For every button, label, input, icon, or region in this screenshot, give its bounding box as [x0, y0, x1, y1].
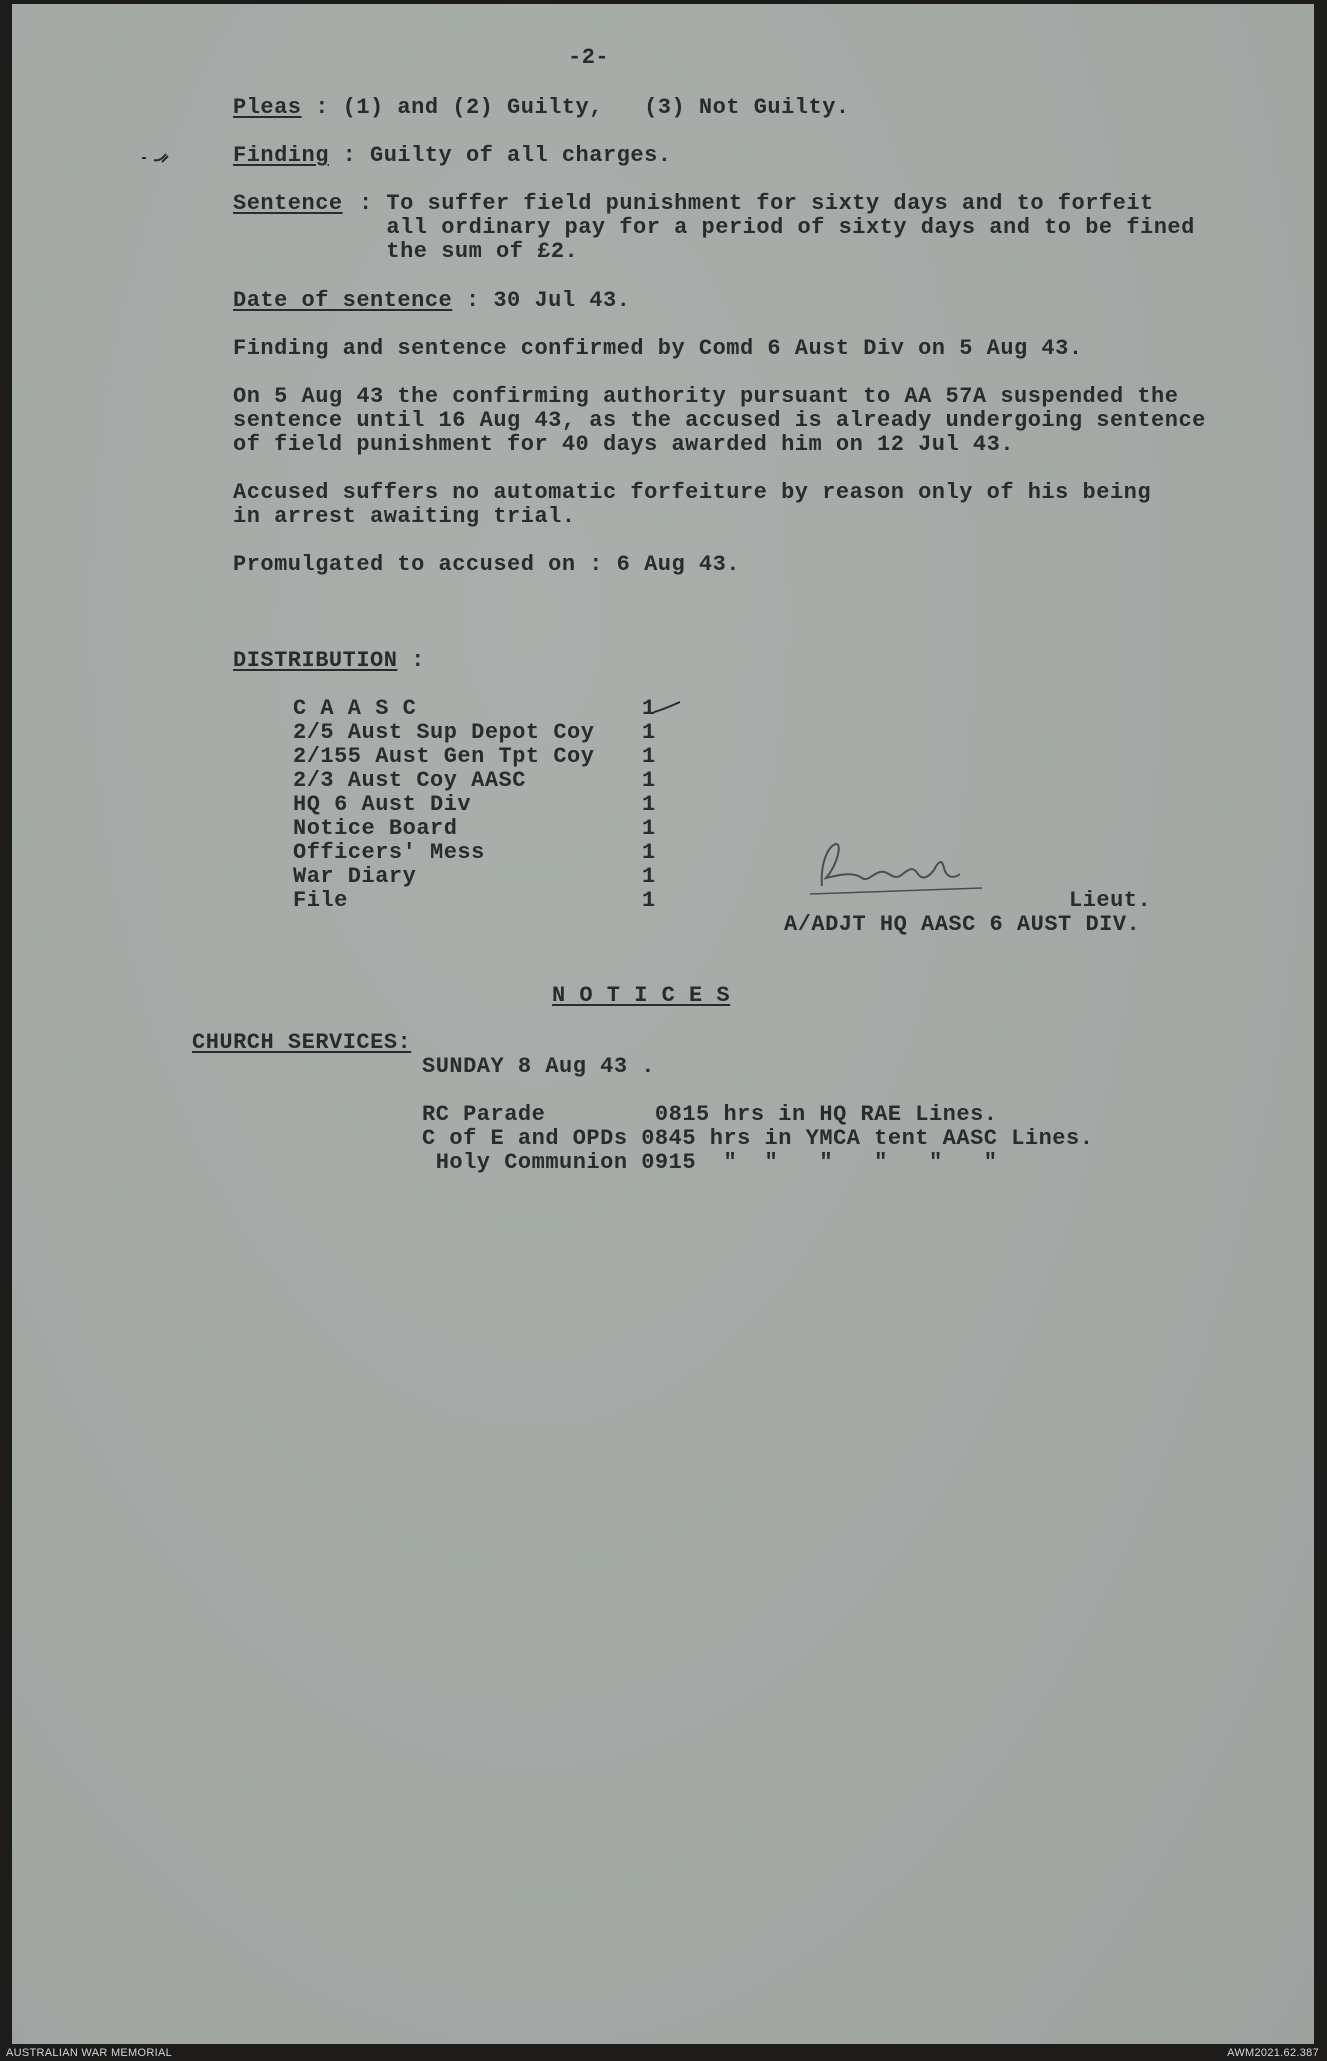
date-of-sentence-text: : 30 Jul 43.: [465, 288, 631, 313]
tick-mark-icon: [652, 698, 682, 718]
distribution-qty: 1: [642, 888, 656, 913]
forfeiture-line: in arrest awaiting trial.: [233, 504, 576, 529]
pleas-line: [233, 96, 850, 120]
date-of-sentence-line: [233, 289, 630, 313]
suspension-line: On 5 Aug 43 the confirming authority pursuant to AA 57A suspended the: [233, 384, 1179, 409]
sentence-label: Sentence: [233, 191, 343, 216]
distribution-item: 2/155 Aust Gen Tpt Coy: [293, 744, 595, 769]
date-of-sentence-label: Date of sentence: [233, 288, 453, 313]
service-line: Holy Communion 0915 " " " " " ": [422, 1150, 998, 1175]
service-line: RC Parade 0815 hrs in HQ RAE Lines.: [422, 1102, 998, 1127]
forfeiture-line: Accused suffers no automatic forfeiture by reason only of his being: [233, 480, 1152, 505]
pleas-label: Pleas: [233, 95, 302, 120]
church-services-label: CHURCH SERVICES:: [192, 1030, 412, 1055]
signature-icon: [802, 834, 992, 904]
distribution-item: 2/5 Aust Sup Depot Coy: [293, 720, 595, 745]
service-day: SUNDAY 8 Aug 43 .: [422, 1054, 655, 1079]
distribution-qty: 1: [642, 768, 656, 793]
signature-rank: Lieut.: [1069, 888, 1152, 913]
suspension-line: of field punishment for 40 days awarded him on 12 Jul 43.: [233, 432, 1015, 457]
finding-text: : Guilty of all charges.: [342, 143, 672, 168]
distribution-item: File: [293, 888, 348, 913]
distribution-qty: 1: [642, 744, 656, 769]
sentence-line: : To suffer field punishment for sixty days and to forfeit: [359, 191, 1154, 216]
service-line: C of E and OPDs 0845 hrs in YMCA tent AASC Lines.: [422, 1126, 1094, 1151]
distribution-title: DISTRIBUTION: [233, 648, 398, 673]
distribution-qty: 1: [642, 816, 656, 841]
document-page: [12, 4, 1314, 2044]
distribution-heading: [233, 649, 425, 673]
signature-appointment: A/ADJT HQ AASC 6 AUST DIV.: [784, 912, 1141, 937]
distribution-qty: 1: [642, 720, 656, 745]
finding-label: Finding: [233, 143, 329, 168]
footer-left: AUSTRALIAN WAR MEMORIAL: [6, 2047, 173, 2059]
sentence-line: the sum of £2.: [359, 239, 579, 264]
distribution-item: War Diary: [293, 864, 417, 889]
sentence-line: all ordinary pay for a period of sixty days and to be fined: [359, 215, 1195, 240]
ink-mark-icon: [138, 146, 178, 170]
notices-heading: N O T I C E S: [552, 983, 731, 1008]
distribution-item: Notice Board: [293, 816, 458, 841]
distribution-colon: :: [411, 648, 425, 673]
distribution-item: C A A S C: [293, 696, 417, 721]
finding-line: [233, 144, 671, 168]
distribution-qty: 1: [642, 864, 656, 889]
distribution-qty: 1: [642, 696, 656, 721]
confirmation-text: Finding and sentence confirmed by Comd 6 Aust Div on 5 Aug 43.: [233, 336, 1083, 361]
suspension-line: sentence until 16 Aug 43, as the accused is already undergoing sentence: [233, 408, 1206, 433]
distribution-item: 2/3 Aust Coy AASC: [293, 768, 526, 793]
distribution-item: Officers' Mess: [293, 840, 485, 865]
page-number: -2-: [568, 45, 610, 70]
footer-right: AWM2021.62.387: [1227, 2047, 1319, 2059]
distribution-item: HQ 6 Aust Div: [293, 792, 472, 817]
pleas-text: : (1) and (2) Guilty, (3) Not Guilty.: [315, 95, 850, 120]
distribution-qty: 1: [642, 792, 656, 817]
promulgated-text: Promulgated to accused on : 6 Aug 43.: [233, 552, 740, 577]
distribution-qty: 1: [642, 840, 656, 865]
